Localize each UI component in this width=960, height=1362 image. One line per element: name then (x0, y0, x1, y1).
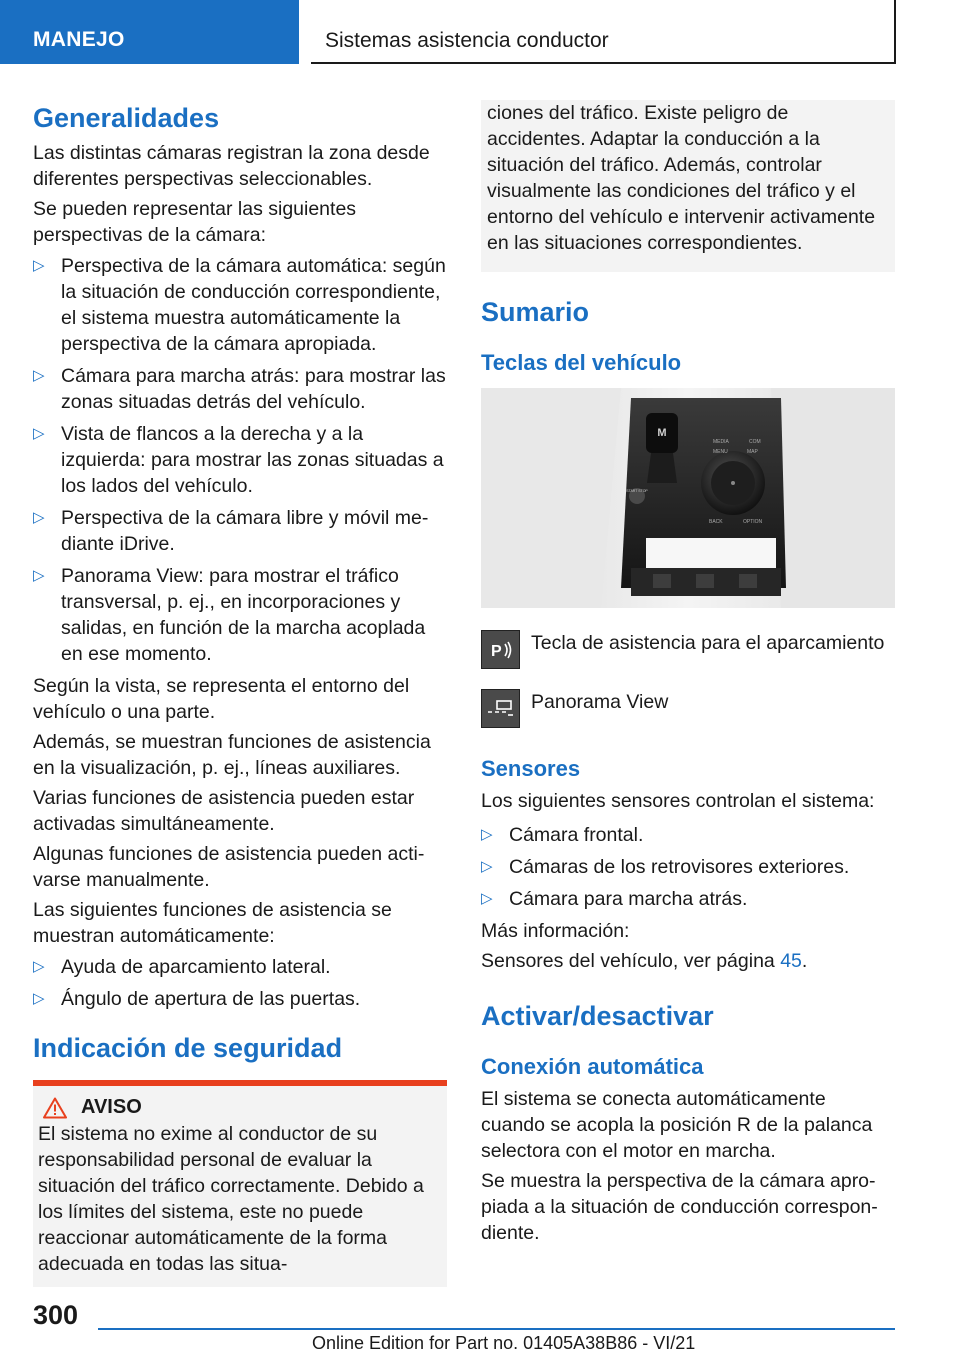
map-label: MAP (747, 449, 758, 455)
header-section (0, 0, 299, 64)
com-label: COM (749, 439, 761, 445)
key-label: Panorama View (531, 691, 669, 713)
paragraph: Las distintas cámaras registran la zona desde diferentes perspectivas seleccionables. (33, 142, 430, 190)
list-item: ▷ Cámara para marcha atrás: para mostrar las zonas situadas detrás del vehículo. (33, 365, 446, 413)
list-item: ▷ Perspectiva de la cámara automática: según la situación de conducción correspondiente, el sistema muestra automáticamente la perspectiva de la cámara apropiada. (33, 255, 446, 355)
triangle-bullet-icon: ▷ (33, 425, 45, 442)
right-column (481, 100, 895, 1246)
list-item: ▷ Perspectiva de la cámara libre y móvil mediante iDrive. (33, 507, 429, 555)
panorama-view-icon (481, 689, 520, 728)
key-row-parking (481, 630, 895, 669)
triangle-bullet-icon: ▷ (33, 509, 45, 526)
header-chapter-label: Sistemas asistencia conductor (325, 29, 609, 52)
paragraph: Varias funciones de asistencia pueden estar activadas simultáneamente. (33, 787, 415, 835)
paragraph: Además, se muestran funciones de asistencia en la visualización, p. ej., líneas auxiliares. (33, 731, 431, 779)
triangle-bullet-icon: ▷ (481, 826, 493, 843)
menu-label: MENU (713, 449, 728, 455)
key-row-panorama (481, 689, 895, 728)
paragraph: Sensores del vehículo, ver página 45. (481, 950, 808, 972)
warning-box (33, 1080, 447, 1287)
paragraph: Las siguientes funciones de asistencia se muestran automáticamente: (33, 899, 392, 947)
parking-assist-icon (481, 630, 520, 669)
triangle-bullet-icon: ▷ (481, 858, 493, 875)
header-chapter (311, 0, 896, 64)
m-logo: M (657, 427, 667, 439)
paragraph: Se muestra la perspectiva de la cámara apropiada a la situación de conducción correspondiente. (481, 1170, 878, 1244)
heading-sensores: Sensores (481, 756, 581, 781)
key-label: Tecla de asistencia para el aparcamiento (531, 632, 885, 654)
heading-teclas: Teclas del vehículo (481, 350, 682, 375)
heading-safety: Indicación de seguridad (33, 1033, 343, 1063)
footer-edition: Online Edition for Part no. 01405A38B86 - VI/21 (312, 1333, 696, 1353)
triangle-bullet-icon: ▷ (481, 890, 493, 907)
footer-divider (98, 1328, 895, 1330)
console-illustration (481, 388, 895, 608)
warning-triangle-icon (43, 1097, 67, 1119)
back-label: BACK (709, 519, 723, 525)
triangle-bullet-icon: ▷ (33, 958, 45, 975)
warning-title (33, 1096, 447, 1119)
paragraph: El sistema se conecta automáticamente cuando se acopla la posición R de la palanca selectora con el motor en marcha. (481, 1088, 873, 1162)
heading-activar: Activar/desactivar (481, 1001, 714, 1031)
list-item: ▷ Cámara para marcha atrás. (481, 888, 748, 910)
list-item: ▷ Panorama View: para mostrar el tráfico transversal, p. ej., en incorporaciones y salidas, en función de la marcha acoplada en ese momento. (33, 565, 426, 665)
option-label: OPTION (743, 519, 763, 525)
warning-box-continued (481, 100, 895, 272)
heading-conexion: Conexión automática (481, 1054, 704, 1079)
triangle-bullet-icon: ▷ (33, 257, 45, 274)
triangle-bullet-icon: ▷ (33, 567, 45, 584)
paragraph: Algunas funciones de asistencia pueden activarse manualmente. (33, 843, 425, 891)
paragraph: Se pueden representar las siguientes perspectivas de la cámara: (33, 198, 357, 246)
triangle-bullet-icon: ▷ (33, 367, 45, 384)
media-label: MEDIA (713, 439, 729, 445)
svg-text:P: P (490, 642, 502, 660)
perspectives-list (33, 253, 447, 667)
paragraph: Más información: (481, 920, 630, 942)
paragraph: Según la vista, se representa el entorno del vehículo o una parte. (33, 675, 410, 723)
list-item: ▷ Cámara frontal. (481, 824, 644, 846)
page-link[interactable]: 45 (780, 950, 802, 972)
auto-functions-list (33, 954, 447, 1012)
list-item: ▷ Cámaras de los retrovisores exteriores. (481, 856, 850, 878)
heading-generalidades: Generalidades (33, 103, 220, 133)
warning-text: El sistema no exime al conductor de su responsabilidad personal de evaluar la situación del tráfico correctamente. Debido a los límites del sistema, este no puede reaccionar automáticamente de la forma adecuada en todas las situa- (38, 1123, 424, 1275)
heading-sumario: Sumario (481, 297, 590, 327)
start-stop-label: START STOP (626, 489, 648, 493)
warning-text-continued: ciones del tráfico. Existe peligro de accidentes. Adaptar la conducción a la situación del tráfico. Además, controlar visualmente las condiciones del tráfico y el entorno del vehículo e intervenir activamente en las situaciones correspondientes. (487, 102, 876, 254)
list-item: ▷ Ángulo de apertura de las puertas. (33, 988, 361, 1010)
page-number: 300 (33, 1300, 79, 1330)
triangle-bullet-icon: ▷ (33, 990, 45, 1007)
sensors-list (481, 822, 895, 912)
list-item: ▷ Ayuda de aparcamiento lateral. (33, 956, 331, 978)
list-item: ▷ Vista de flancos a la derecha y a la izquierda: para mostrar las zonas situadas a los lados del vehículo. (33, 423, 444, 497)
paragraph: Los siguientes sensores controlan el sistema: (481, 790, 875, 812)
header-section-label: MANEJO (33, 28, 125, 51)
warning-title-label: AVISO (81, 1096, 142, 1118)
vehicle-console-photo (481, 388, 895, 608)
left-column (33, 100, 447, 1287)
